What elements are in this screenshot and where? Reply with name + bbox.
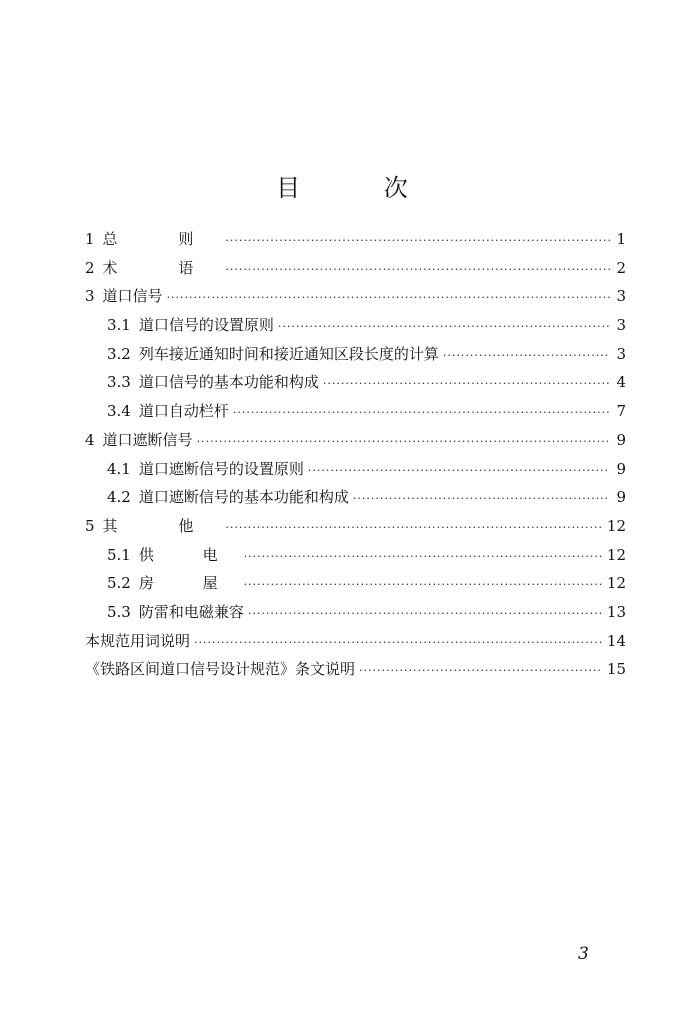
toc-entry-title: 道口遮断信号的基本功能和构成 (138, 488, 349, 507)
toc-entry-page: 9 (616, 459, 626, 478)
toc-entry-number: 4.1 (107, 459, 131, 478)
toc-entry (85, 254, 626, 283)
dot-leader (323, 370, 610, 399)
toc-entry (85, 512, 626, 541)
dot-leader (225, 256, 610, 285)
toc-entry-title: 总 则 (102, 230, 222, 248)
dot-leader (353, 485, 610, 514)
toc-entry (85, 627, 626, 656)
dot-leader (225, 514, 603, 543)
toc-entry-page: 9 (616, 488, 626, 507)
toc-entry (85, 311, 626, 340)
toc-entry-page: 3 (616, 316, 626, 335)
toc-entry-page: 13 (606, 602, 626, 621)
toc-entry-page: 12 (606, 516, 626, 535)
toc-entry-title: 其 他 (102, 516, 222, 535)
toc-entry-title: 术 语 (102, 258, 222, 277)
toc-entry-title: 道口信号的设置原则 (138, 316, 274, 335)
toc-entry-page: 12 (606, 545, 626, 564)
page-number: 3 (578, 944, 589, 964)
toc-entry (85, 340, 626, 369)
toc-entry-page: 3 (616, 344, 626, 363)
toc-entry (85, 455, 626, 484)
dot-leader (248, 600, 603, 629)
toc-entry-page: 12 (606, 574, 626, 593)
dot-leader (443, 342, 610, 371)
toc-entry-title: 防雷和电磁兼容 (138, 602, 244, 621)
toc-entry-number: 3.3 (107, 373, 131, 392)
toc-entry-page: 14 (606, 631, 626, 650)
toc-entry-title: 房 屋 (138, 574, 240, 593)
toc-entry-page: 7 (616, 402, 626, 421)
toc-entry-page: 2 (616, 258, 626, 277)
toc-entry-page: 15 (606, 660, 626, 679)
toc-entry (85, 282, 626, 311)
dot-leader (167, 284, 610, 313)
dot-leader (225, 227, 610, 256)
dot-leader (308, 457, 610, 486)
dot-leader (194, 629, 603, 658)
dot-leader (244, 543, 603, 572)
dot-leader (359, 657, 603, 686)
toc-entry (85, 598, 626, 627)
page-title: 目 次 (276, 174, 446, 202)
toc-entry-page: 4 (616, 373, 626, 392)
toc-entry-number: 2 (85, 258, 95, 277)
toc-entry-number: 5.2 (107, 574, 131, 593)
toc-entry (85, 541, 626, 570)
dot-leader (244, 571, 603, 600)
toc-entry (85, 569, 626, 598)
toc-entry (85, 483, 626, 512)
toc-entry (85, 426, 626, 455)
toc-entry-page: 9 (616, 430, 626, 449)
toc-entry-number: 3 (85, 287, 95, 306)
toc-entry (85, 225, 626, 254)
toc-entry-title: 列车接近通知时间和接近通知区段长度的计算 (138, 344, 439, 363)
toc-entry-title: 道口信号的基本功能和构成 (138, 373, 319, 392)
toc-entry-number: 3.2 (107, 344, 131, 363)
toc-entry-number: 3.1 (107, 316, 131, 335)
toc-entry (85, 397, 626, 426)
toc-entry-title: 道口自动栏杆 (138, 402, 229, 421)
toc-entry-number: 3.4 (107, 402, 131, 421)
dot-leader (233, 399, 610, 428)
toc-entry (85, 368, 626, 397)
toc-entry-page: 3 (616, 287, 626, 306)
toc-entry-number: 5 (85, 516, 95, 535)
toc-entry-title: 道口信号 (102, 287, 163, 306)
toc-entry-title: 道口遮断信号 (102, 430, 193, 449)
toc-entry-number: 5.1 (107, 545, 131, 564)
toc-entry-title: 供 电 (138, 545, 240, 564)
toc-entry-page: 1 (616, 230, 626, 248)
dot-leader (197, 428, 610, 457)
toc-entry-number: 1 (85, 230, 95, 248)
toc-entry-number: 4.2 (107, 488, 131, 507)
toc-entry-number: 5.3 (107, 602, 131, 621)
dot-leader (278, 313, 610, 342)
toc-entry-title: 《铁路区间道口信号设计规范》条文说明 (85, 660, 356, 679)
toc-entry-number: 4 (85, 430, 95, 449)
toc-entry-title: 道口遮断信号的设置原则 (138, 459, 304, 478)
table-of-contents (85, 225, 626, 684)
toc-entry-title: 本规范用词说明 (85, 631, 191, 650)
toc-entry (85, 655, 626, 684)
